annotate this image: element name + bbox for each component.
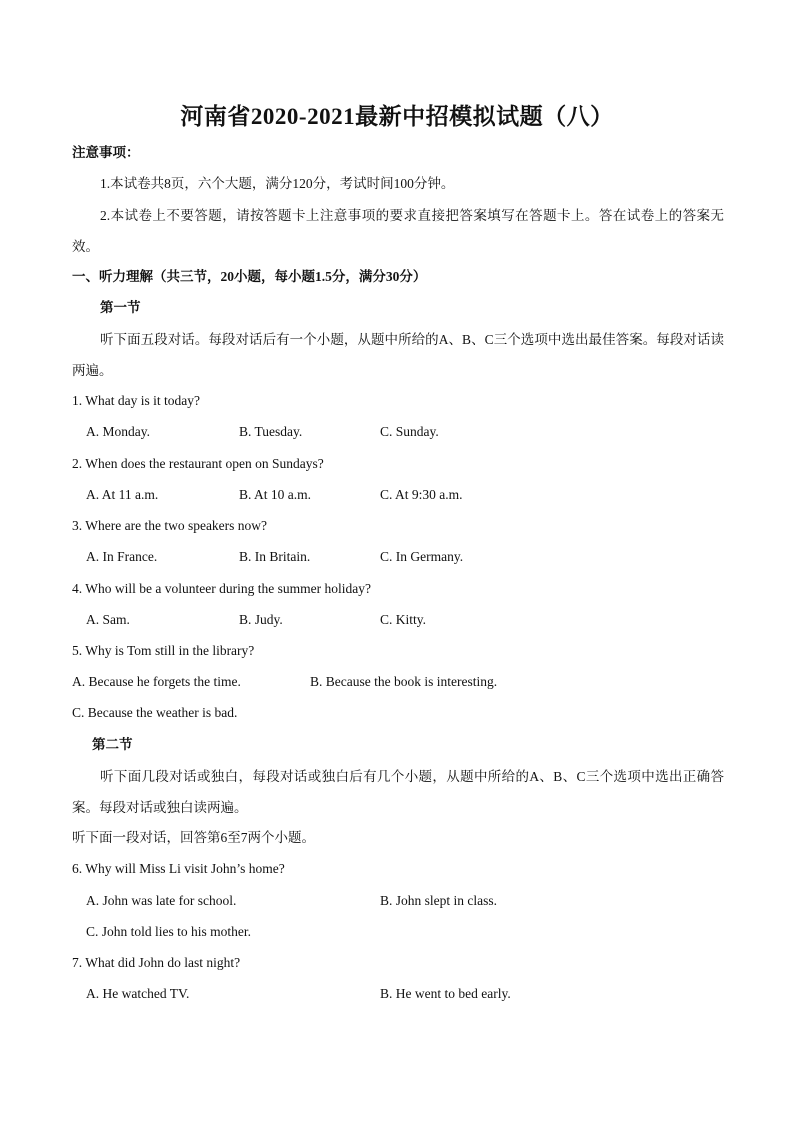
part-1-heading: 第一节 bbox=[100, 300, 141, 315]
question-4-option-c: C. Kitty. bbox=[380, 612, 427, 627]
section-1-heading: 一、听力理解（共三节，20小题，每小题1.5分，满分30分） bbox=[72, 269, 427, 284]
question-2-option-c: C. At 9:30 a.m. bbox=[380, 487, 463, 502]
question-2-option-b: B. At 10 a.m. bbox=[239, 487, 312, 502]
question-7-option-a: A. He watched TV. bbox=[86, 986, 190, 1001]
question-5: 5. Why is Tom still in the library? bbox=[72, 643, 255, 658]
question-1: 1. What day is it today? bbox=[72, 393, 200, 408]
part-2-instruction: 听下面几段对话或独白，每段对话或独白后有几个小题，从题中所给的A、B、C三个选项中选出正确答案。每段对话或独白读两遍。 bbox=[72, 769, 724, 815]
question-4-option-a: A. Sam. bbox=[86, 612, 130, 627]
question-5-option-b: B. Because the book is interesting. bbox=[310, 674, 498, 689]
question-4-option-b: B. Judy. bbox=[239, 612, 283, 627]
question-1-option-c: C. Sunday. bbox=[380, 424, 439, 439]
question-6-option-b: B. John slept in class. bbox=[380, 893, 497, 908]
question-1-option-b: B. Tuesday. bbox=[239, 424, 303, 439]
question-4: 4. Who will be a volunteer during the summer holiday? bbox=[72, 581, 371, 596]
notice-item-2: 2.本试卷上不要答题，请按答题卡上注意事项的要求直接把答案填写在答题卡上。答在试卷上的答案无效。 bbox=[72, 208, 724, 254]
part-2-heading: 第二节 bbox=[92, 737, 133, 752]
part-2-sub-instruction: 听下面一段对话，回答第6至7两个小题。 bbox=[72, 830, 315, 845]
question-7: 7. What did John do last night? bbox=[72, 955, 241, 970]
question-2: 2. When does the restaurant open on Sundays? bbox=[72, 456, 324, 471]
question-3-option-a: A. In France. bbox=[86, 549, 158, 564]
notice-heading: 注意事项： bbox=[72, 145, 140, 160]
question-7-option-b: B. He went to bed early. bbox=[380, 986, 511, 1001]
question-6: 6. Why will Miss Li visit John’s home? bbox=[72, 861, 285, 876]
page-title: 河南省2020-2021最新中招模拟试题（八） bbox=[180, 104, 614, 129]
question-6-option-c: C. John told lies to his mother. bbox=[86, 924, 252, 939]
question-5-option-c: C. Because the weather is bad. bbox=[72, 705, 238, 720]
question-6-option-a: A. John was late for school. bbox=[86, 893, 237, 908]
question-5-option-a: A. Because he forgets the time. bbox=[72, 674, 241, 689]
question-1-option-a: A. Monday. bbox=[86, 424, 150, 439]
question-3: 3. Where are the two speakers now? bbox=[72, 518, 268, 533]
notice-item-1: 1.本试卷共8页，六个大题，满分120分，考试时间100分钟。 bbox=[100, 176, 455, 191]
question-3-option-c: C. In Germany. bbox=[380, 549, 464, 564]
question-3-option-b: B. In Britain. bbox=[239, 549, 311, 564]
part-1-instruction: 听下面五段对话。每段对话后有一个小题，从题中所给的A、B、C三个选项中选出最佳答案。每段对话读两遍。 bbox=[72, 332, 724, 378]
question-2-option-a: A. At 11 a.m. bbox=[86, 487, 159, 502]
